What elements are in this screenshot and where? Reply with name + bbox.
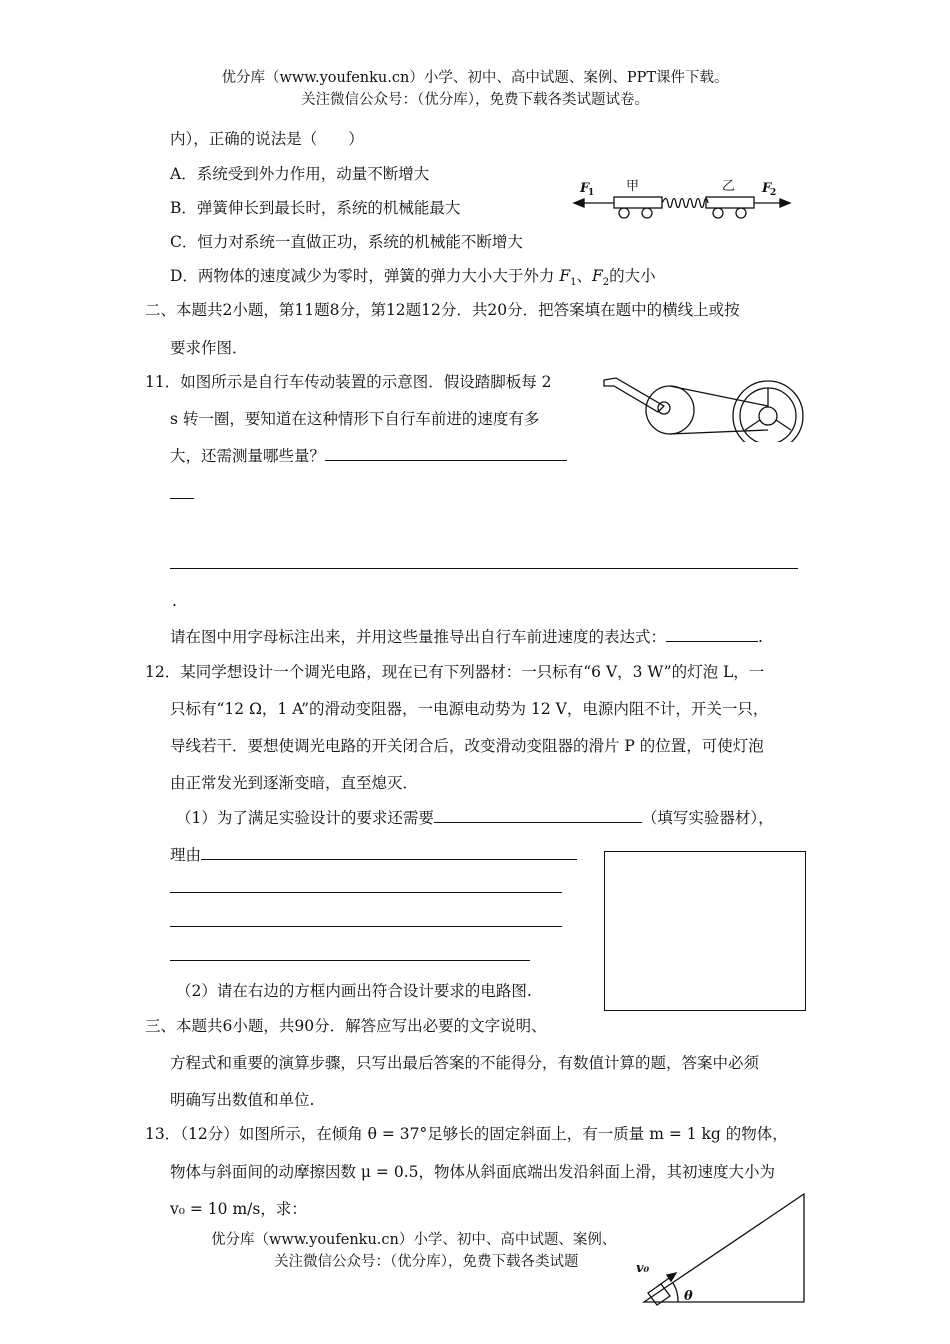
q10-option-b: B．弹簧伸长到最长时，系统的机械能最大 (170, 199, 461, 217)
q11-answer-blank-2[interactable] (170, 568, 798, 569)
label-theta: θ (684, 1289, 693, 1304)
svg-text:1: 1 (588, 188, 595, 198)
q12-part-1-text: （1）为了满足实验设计的要求还需要 (176, 809, 434, 827)
q12-part-1 (176, 806, 774, 828)
q12-reason-blank-2[interactable] (170, 892, 562, 893)
q13-line-2: 物体与斜面间的动摩擦因数 μ = 0.5，物体从斜面底端出发沿斜面上滑，其初速度大小为 (170, 1163, 775, 1181)
q11-line-4-text: 请在图中用字母标注出来，并用这些量推导出自行车前进速度的表达式： (170, 628, 667, 646)
q11-line-3 (170, 444, 567, 466)
label-yi: 乙 (722, 179, 736, 194)
q10-option-d-tail: 的大小 (609, 267, 656, 285)
q11-line-2: s 转一圈，要知道在这种情形下自行车前进的速度有多 (170, 410, 540, 428)
spring-carts-figure (570, 176, 796, 224)
q10-option-c: C．恒力对系统一直做正功，系统的机械能不断增大 (170, 233, 523, 251)
label-jia: 甲 (626, 179, 640, 194)
q11-answer-blank-1-tail[interactable] (170, 498, 194, 499)
section3-line-3: 明确写出数值和单位. (170, 1091, 315, 1109)
q13-line-3: v₀ = 10 m/s，求： (170, 1200, 307, 1218)
q10-stem-tail: 内），正确的说法是（ ） (170, 130, 364, 148)
section2-line-2: 要求作图． (170, 339, 248, 357)
q12-reason-label: 理由 (170, 846, 202, 864)
q12-reason (170, 843, 577, 865)
q11-line-1: 11．如图所示是自行车传动装置的示意图．假设踏脚板每 2 (145, 373, 552, 391)
header-line-1: 优分库（www.youfenku.cn）小学、初中、高中试题、案例、PPT课件下载。 (221, 70, 729, 86)
q12-line-3: 导线若干．要想使调光电路的开关闭合后，改变滑动变阻器的滑片 P 的位置，可使灯泡 (170, 737, 764, 755)
q11-period: . (172, 592, 177, 610)
q12-reason-blank-4[interactable] (170, 960, 530, 961)
footer-line-2: 关注微信公众号：（优分库），免费下载各类试题 (274, 1254, 579, 1270)
footer-line-1: 优分库（www.youfenku.cn）小学、初中、高中试题、案例、 (211, 1232, 617, 1248)
q11-line-3-text: 大，还需测量哪些量？ (170, 447, 326, 465)
q12-line-4: 由正常发光到逐渐变暗，直至熄灭． (170, 774, 419, 792)
q12-part-2: （2）请在右边的方框内画出符合设计要求的电路图. (176, 982, 532, 1000)
svg-text:2: 2 (770, 188, 777, 198)
circuit-drawing-box[interactable] (604, 851, 806, 1011)
q11-line-4 (170, 625, 763, 647)
q10-option-a: A．系统受到外力作用，动量不断增大 (170, 165, 430, 183)
incline-figure (628, 1190, 810, 1306)
header-line-2: 关注微信公众号：（优分库），免费下载各类试题试卷。 (301, 92, 649, 108)
q12-equipment-blank[interactable] (434, 808, 642, 823)
q12-reason-blank-3[interactable] (170, 926, 562, 927)
q10-option-d-text: D．两物体的速度减少为零时，弹簧的弹力大小大于外力 (170, 267, 560, 285)
section3-line-1: 三、本题共6小题，共90分．解答应写出必要的文字说明、 (145, 1017, 547, 1035)
label-v0: v₀ (636, 1261, 650, 1276)
q12-line-2: 只标有“12 Ω，1 A”的滑动变阻器，一电源电动势为 12 V，电源内阻不计，开关一只， (170, 700, 769, 718)
label-f2: F (762, 181, 772, 196)
q12-line-1: 12．某同学想设计一个调光电路，现在已有下列器材：一只标有“6 V，3 W”的灯泡 L，一 (145, 663, 765, 681)
q12-part-1-tail: （填写实验器材）， (641, 809, 774, 827)
q11-expression-blank[interactable] (666, 627, 758, 642)
q11-answer-blank-1[interactable] (325, 446, 567, 461)
bicycle-transmission-figure (600, 372, 810, 442)
section3-line-2: 方程式和重要的演算步骤，只写出最后答案的不能得分，有数值计算的题，答案中必须 (170, 1054, 760, 1072)
q10-option-d: D．两物体的速度减少为零时，弹簧的弹力大小大于外力 $F_1$、$F_2$的大小 (170, 267, 656, 289)
q12-reason-blank-1[interactable] (201, 845, 577, 860)
q13-line-1: 13．（12分）如图所示，在倾角 θ = 37°足够长的固定斜面上，有一质量 m = 1 kg 的物体， (145, 1125, 788, 1143)
label-f1: F (580, 181, 590, 196)
section2-line-1: 二、本题共2小题，第11题8分，第12题12分．共20分．把答案填在题中的横线上或按 (145, 301, 740, 319)
q11-line-4-end: . (758, 628, 763, 646)
